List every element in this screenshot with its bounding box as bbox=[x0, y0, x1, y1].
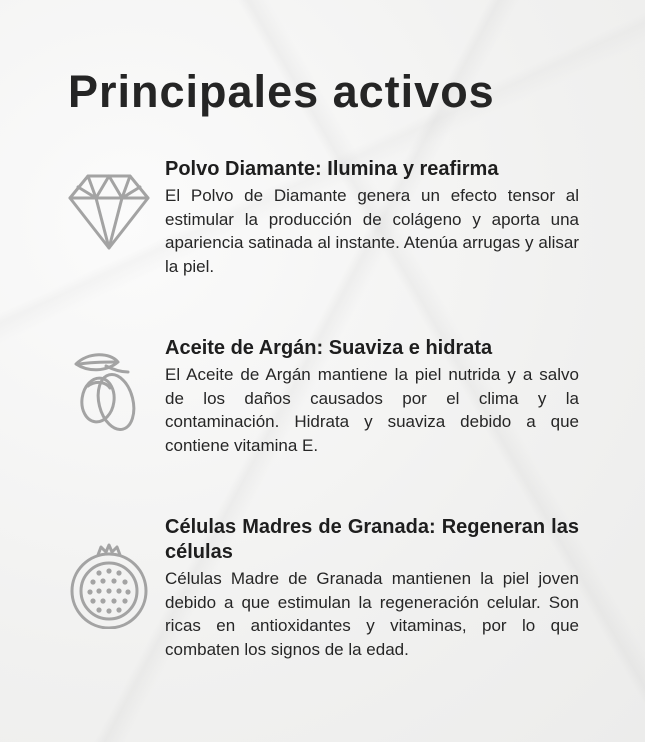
ingredient-description: Células Madre de Granada mantienen la piel joven debido a que estimulan la regeneración celular. Son ricas en antioxidantes y vitaminas, por lo que combaten los signos de la edad. bbox=[165, 569, 579, 659]
ingredient-description: El Aceite de Argán mantiene la piel nutrida y a salvo de los daños causados por el clima y la contaminación. Hidrata y suaviza debido a que contiene vitamina E. bbox=[165, 365, 579, 455]
page-title: Principales activos bbox=[68, 66, 495, 117]
argan-fruit-icon bbox=[66, 350, 152, 436]
ingredient-heading: Polvo Diamante: Ilumina y reafirma bbox=[165, 158, 499, 180]
ingredient-heading: Aceite de Argán: Suaviza e hidrata bbox=[165, 337, 493, 359]
pomegranate-icon bbox=[66, 543, 152, 629]
diamond-icon bbox=[66, 168, 152, 254]
ingredient-heading: Células Madres de Granada: Regeneran las células bbox=[165, 516, 579, 563]
ingredient-description: El Polvo de Diamante genera un efecto tensor al estimular la producción de colágeno y aporta una apariencia satinada al instante. Atenúa arrugas y alisar la piel. bbox=[165, 186, 579, 276]
